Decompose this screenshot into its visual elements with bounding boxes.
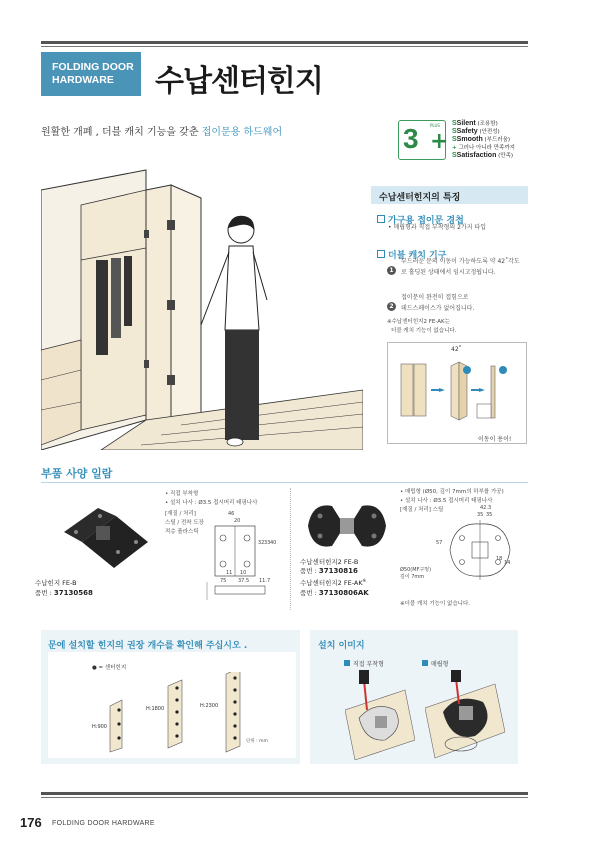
page-number: 176 bbox=[20, 815, 42, 830]
dim-37-5: 37.5 bbox=[238, 578, 250, 584]
main-illustration bbox=[41, 150, 363, 450]
subtitle bbox=[41, 123, 282, 138]
hinge-fe-b-image bbox=[58, 502, 153, 572]
dim-57: 57 bbox=[436, 540, 443, 546]
install-image-direct bbox=[345, 670, 415, 760]
unit-label: 단위 : mm bbox=[246, 739, 268, 744]
subtitle-text: 원활한 개폐 , 더블 캐치 기능을 갖춘 bbox=[41, 127, 202, 138]
hinge-fe2-drawing bbox=[440, 512, 522, 587]
dim-20: 20 bbox=[234, 518, 241, 524]
model-fe2-ak-code: 품번 : 37130806AK bbox=[300, 589, 369, 597]
right-note: ※더블 캐치 기능이 없습니다. bbox=[400, 601, 471, 607]
badge-box bbox=[398, 120, 449, 160]
left-bullets: • 직접 부착형 • 설치 나사 : Ø3.5 접시머리 태핑나사 [재질 / 처리] 스틸 / 전착 도장 적층 플라스틱 bbox=[165, 491, 258, 535]
feature-note: ※수납센터힌지2 FE-AK는 더블 캐치 기능이 없습니다. bbox=[387, 319, 457, 334]
badge-line: SSilent (조용함) bbox=[452, 120, 498, 127]
step-2-text: 접이문이 완전히 접힘으로 데드스페이스가 없어집니다. bbox=[401, 294, 475, 312]
category-line-2: HARDWARE bbox=[52, 74, 114, 86]
features-heading: 수납센터힌지의 특징 bbox=[371, 186, 528, 204]
badge-line: SSatisfaction (만족) bbox=[452, 152, 514, 159]
bottom-rule-thick bbox=[41, 792, 528, 795]
check-icon bbox=[377, 215, 385, 223]
right-bullets: • 매립형 (Ø50, 깊이 7mm의 하부를 가공) • 설치 나사 : Ø3.5 접시머리 태핑나사 [재질 / 처리] 스틸 bbox=[400, 489, 504, 513]
top-rule-thick bbox=[41, 41, 528, 44]
three-plus-badge bbox=[398, 120, 528, 160]
angle-label: 42˚ bbox=[451, 346, 462, 353]
badge-line: SSafety (안전성) bbox=[452, 128, 500, 135]
square-icon bbox=[422, 660, 428, 666]
step-2-number: 2 bbox=[387, 302, 396, 311]
model-fe2-ak: 수납센터힌지2 FE-AK※ bbox=[300, 578, 366, 588]
step-1 bbox=[387, 257, 396, 276]
dim-11-7: 11.7 bbox=[259, 578, 271, 584]
square-icon bbox=[344, 660, 350, 666]
model-fe-b-code: 품번 : 37130568 bbox=[35, 589, 93, 597]
step-1-number: 1 bbox=[387, 266, 396, 275]
badge-plus: + bbox=[430, 129, 449, 154]
feature-item-1-text: • 매립형과 직접 부착형의 2가지 타입 bbox=[388, 224, 487, 231]
category-line-1: FOLDING DOOR bbox=[52, 61, 134, 73]
install-title: 설치 이미지 bbox=[318, 641, 365, 651]
specs-section-title: 부품 사양 일람 bbox=[41, 467, 113, 480]
recommend-legend: ● = 센터힌지 bbox=[92, 665, 127, 671]
step-2 bbox=[387, 293, 396, 312]
install-label-2: 매립형 bbox=[422, 659, 448, 668]
top-rule-thin bbox=[41, 46, 528, 47]
page-title: 수납센터힌지 bbox=[155, 64, 323, 99]
height-900: H:900 bbox=[92, 724, 107, 730]
dim-11: 11 bbox=[226, 570, 233, 576]
hinge-fe-b-drawing bbox=[205, 518, 285, 606]
badge-line: + 그러나 아니라 만족까지 bbox=[452, 145, 515, 151]
category-label-box bbox=[41, 52, 141, 96]
bottom-rule-thin bbox=[41, 797, 528, 798]
dim-32: 32 bbox=[258, 540, 265, 546]
dim-35b: 35 bbox=[486, 512, 493, 518]
footer-text: FOLDING DOOR HARDWARE bbox=[52, 820, 155, 827]
subtitle-highlight: 접이문용 하드웨어 bbox=[201, 127, 283, 138]
step-1-text: 부드러운 문의 이동이 가능하도록 약 42˚각도 로 홀딩된 상태에서 임시고정됩니다. bbox=[401, 258, 520, 276]
dim-18: 18 bbox=[496, 556, 503, 562]
dim-75: 75 bbox=[220, 578, 227, 584]
model-fe-b: 수납힌지 FE-B bbox=[35, 579, 77, 587]
door-fold-diagram bbox=[387, 342, 527, 444]
recommend-title: 문에 설치할 힌지의 권장 개수를 확인해 주십시오 . bbox=[48, 641, 248, 651]
install-label-1: 직접 부착형 bbox=[344, 659, 384, 668]
feature-item-1-title: 가구용 접이문 경첩 bbox=[377, 208, 464, 227]
height-2300: H:2300 bbox=[200, 703, 219, 709]
badge-number: 3 bbox=[403, 123, 419, 154]
model-fe2-b-code: 품번 : 37130816 bbox=[300, 567, 358, 575]
badge-lines bbox=[452, 120, 515, 160]
dim-46: 46 bbox=[228, 511, 235, 517]
specs-section-rule bbox=[41, 482, 528, 483]
dim-14: 14 bbox=[504, 560, 511, 566]
dim-33: 33 bbox=[264, 540, 271, 546]
dim-40: 40 bbox=[270, 540, 277, 546]
dim-42-3: 42.3 bbox=[480, 505, 492, 511]
model-fe2-b: 수납센터힌지2 FE-B bbox=[300, 558, 359, 566]
height-1800: H:1800 bbox=[146, 706, 165, 712]
dim-35a: 35 bbox=[477, 512, 484, 518]
feature-item-2-title: 더블 캐치 기구 bbox=[377, 243, 446, 262]
dim-10: 10 bbox=[240, 570, 247, 576]
move-label: 이동이 용이! bbox=[478, 436, 512, 443]
hinge-fe2-image bbox=[302, 496, 392, 556]
check-icon bbox=[377, 250, 385, 258]
badge-line: SSmooth (부드러움) bbox=[452, 136, 511, 143]
dim-depth: 깊이 7mm bbox=[400, 574, 425, 580]
install-image-embed bbox=[425, 670, 505, 760]
dim-hole: Ø50(MF구멍) bbox=[400, 567, 432, 573]
recommend-diagram bbox=[90, 672, 250, 756]
badge-plus-label: PLUS bbox=[430, 123, 440, 128]
